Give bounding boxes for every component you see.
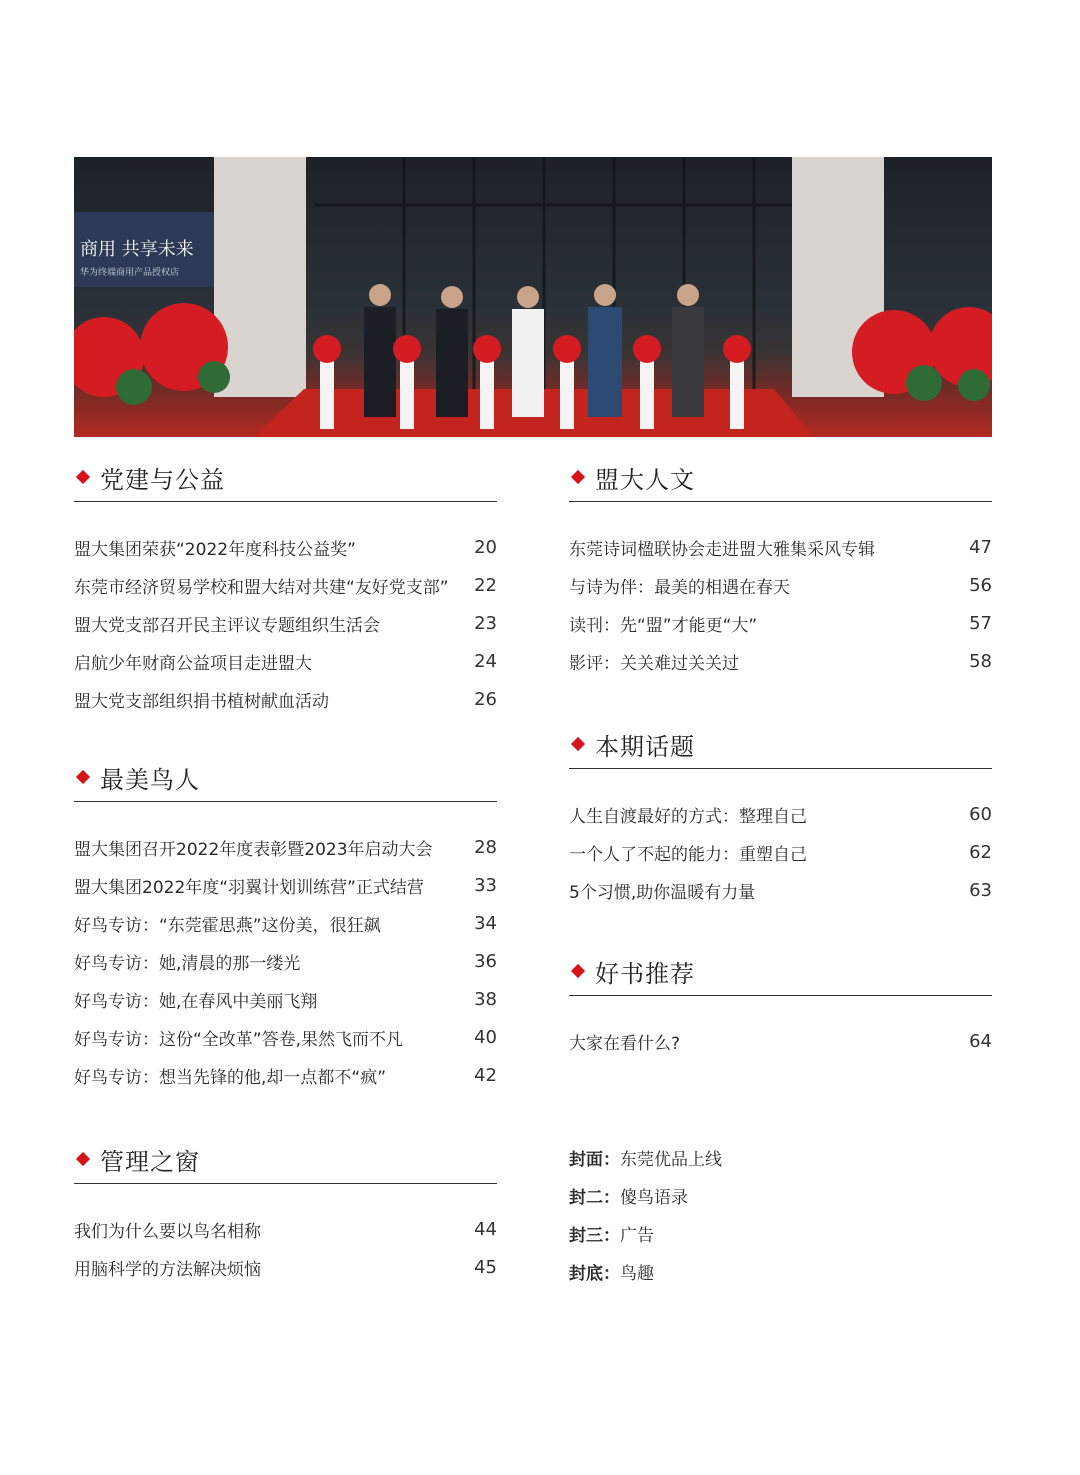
toc-item-title: 盟大党支部组织捐书植树献血活动: [74, 691, 329, 712]
toc-item-title: 我们为什么要以鸟名相称: [74, 1221, 261, 1242]
toc-item-title: 用脑科学的方法解决烦恼: [74, 1259, 261, 1280]
toc-item-page: 26: [474, 688, 497, 710]
toc-item[interactable]: [74, 566, 497, 604]
cover-credit-item: [569, 1176, 722, 1214]
toc-item-page: 42: [474, 1064, 497, 1086]
toc-item-title: 启航少年财商公益项目走进盟大: [74, 653, 312, 674]
cover-credit-label: 封三：: [569, 1225, 620, 1246]
toc-item[interactable]: [569, 871, 992, 909]
toc-item-page: 28: [474, 836, 497, 858]
toc-item-title: 东莞诗词楹联协会走进盟大雅集采风专辑: [569, 539, 875, 560]
toc-item-title: 盟大党支部召开民主评议专题组织生活会: [74, 615, 380, 636]
toc-item-title: 大家在看什么?: [569, 1033, 681, 1054]
toc-item-page: 22: [474, 574, 497, 596]
cover-credit-label: 封底：: [569, 1263, 620, 1284]
toc-item-page: 63: [969, 879, 992, 901]
toc-item[interactable]: [74, 866, 497, 904]
toc-item-title: 盟大集团召开2022年度表彰暨2023年启动大会: [74, 839, 433, 860]
toc-item-title: 5个习惯,助你温暖有力量: [569, 882, 756, 903]
toc-item-title: 与诗为伴：最美的相遇在春天: [569, 577, 790, 598]
cover-photo: [74, 157, 992, 437]
cover-credits: [569, 1138, 722, 1290]
toc-item-title: 好鸟专访：“东莞霍思燕”这份美，很狂飙: [74, 915, 381, 936]
toc-item-title: 影评：关关难过关关过: [569, 653, 739, 674]
toc-item-page: 36: [474, 950, 497, 972]
cover-credit-item: [569, 1138, 722, 1176]
toc-item[interactable]: [569, 566, 992, 604]
section-header: [74, 1135, 497, 1184]
diamond-bullet-icon: [571, 470, 585, 484]
banner-text: 商用 共享未来: [80, 239, 194, 260]
toc-item-page: 56: [969, 574, 992, 596]
cover-credit-label: 封面：: [569, 1149, 620, 1170]
toc-list: [74, 1210, 497, 1286]
section-haoshu: [569, 947, 992, 1060]
cover-credit-text: 东莞优品上线: [620, 1149, 722, 1170]
toc-item[interactable]: [74, 1056, 497, 1094]
section-title: 好书推荐: [595, 959, 695, 988]
toc-item-title: 盟大集团荣获“2022年度科技公益奖”: [74, 539, 356, 560]
toc-item-page: 45: [474, 1256, 497, 1278]
toc-item[interactable]: [569, 642, 992, 680]
toc-item-page: 44: [474, 1218, 497, 1240]
toc-item-page: 23: [474, 612, 497, 634]
cover-credit-text: 鸟趣: [620, 1263, 654, 1284]
toc-item-title: 一个人了不起的能力：重塑自己: [569, 844, 807, 865]
toc-list: [74, 828, 497, 1094]
section-renwen: [569, 453, 992, 680]
diamond-bullet-icon: [76, 1152, 90, 1166]
toc-item[interactable]: [74, 1018, 497, 1056]
toc-item-title: 好鸟专访：这份“全改革”答卷,果然飞而不凡: [74, 1029, 404, 1050]
toc-item[interactable]: [74, 528, 497, 566]
banner-subtext: 华为终端商用产品授权店: [80, 268, 180, 278]
toc-item[interactable]: [569, 604, 992, 642]
toc-item-page: 33: [474, 874, 497, 896]
cover-credit-label: 封二：: [569, 1187, 620, 1208]
toc-item-title: 人生自渡最好的方式：整理自己: [569, 806, 807, 827]
toc-item[interactable]: [74, 942, 497, 980]
toc-item[interactable]: [74, 828, 497, 866]
section-header: [569, 453, 992, 502]
cover-credit-text: 广告: [620, 1225, 654, 1246]
toc-item[interactable]: [74, 642, 497, 680]
section-title: 盟大人文: [595, 465, 695, 494]
ceremony-illustration: [74, 157, 992, 437]
diamond-bullet-icon: [76, 770, 90, 784]
toc-item[interactable]: [74, 680, 497, 718]
toc-item-title: 盟大集团2022年度“羽翼计划训练营”正式结营: [74, 877, 424, 898]
cover-credit-item: [569, 1252, 722, 1290]
section-huati: [569, 720, 992, 909]
toc-item-title: 好鸟专访：她,清晨的那一缕光: [74, 953, 301, 974]
toc-item-title: 东莞市经济贸易学校和盟大结对共建“友好党支部”: [74, 577, 449, 598]
diamond-bullet-icon: [76, 470, 90, 484]
toc-list: [569, 1022, 992, 1060]
toc-item-page: 57: [969, 612, 992, 634]
section-title: 管理之窗: [100, 1147, 200, 1176]
diamond-bullet-icon: [571, 737, 585, 751]
cover-credit-text: 傻鸟语录: [620, 1187, 688, 1208]
toc-item-title: 读刊：先“盟”才能更“大”: [569, 615, 758, 636]
toc-item[interactable]: [569, 833, 992, 871]
toc-item[interactable]: [569, 528, 992, 566]
toc-list: [74, 528, 497, 718]
cover-credit-item: [569, 1214, 722, 1252]
toc-item-page: 64: [969, 1030, 992, 1052]
section-title: 本期话题: [595, 732, 695, 761]
toc-item-title: 好鸟专访：想当先锋的他,却一点都不“疯”: [74, 1067, 387, 1088]
section-header: [569, 947, 992, 996]
toc-item[interactable]: [569, 1022, 992, 1060]
toc-item-page: 40: [474, 1026, 497, 1048]
toc-list: [569, 795, 992, 909]
toc-item-page: 20: [474, 536, 497, 558]
toc-item[interactable]: [74, 904, 497, 942]
toc-item-title: 好鸟专访：她,在春风中美丽飞翔: [74, 991, 318, 1012]
toc-item-page: 62: [969, 841, 992, 863]
toc-item-page: 60: [969, 803, 992, 825]
toc-item-page: 24: [474, 650, 497, 672]
toc-item[interactable]: [74, 1210, 497, 1248]
section-title: 党建与公益: [100, 465, 225, 494]
toc-item-page: 34: [474, 912, 497, 934]
toc-item-page: 47: [969, 536, 992, 558]
toc-item[interactable]: [74, 604, 497, 642]
toc-item-page: 58: [969, 650, 992, 672]
toc-item[interactable]: [74, 1248, 497, 1286]
section-header: [74, 453, 497, 502]
section-niaoren: [74, 753, 497, 1094]
diamond-bullet-icon: [571, 964, 585, 978]
section-header: [569, 720, 992, 769]
section-title: 最美鸟人: [100, 765, 200, 794]
section-guanli: [74, 1135, 497, 1286]
toc-item[interactable]: [569, 795, 992, 833]
section-dangjian: [74, 453, 497, 718]
toc-list: [569, 528, 992, 680]
toc-item[interactable]: [74, 980, 497, 1018]
section-header: [74, 753, 497, 802]
toc-item-page: 38: [474, 988, 497, 1010]
